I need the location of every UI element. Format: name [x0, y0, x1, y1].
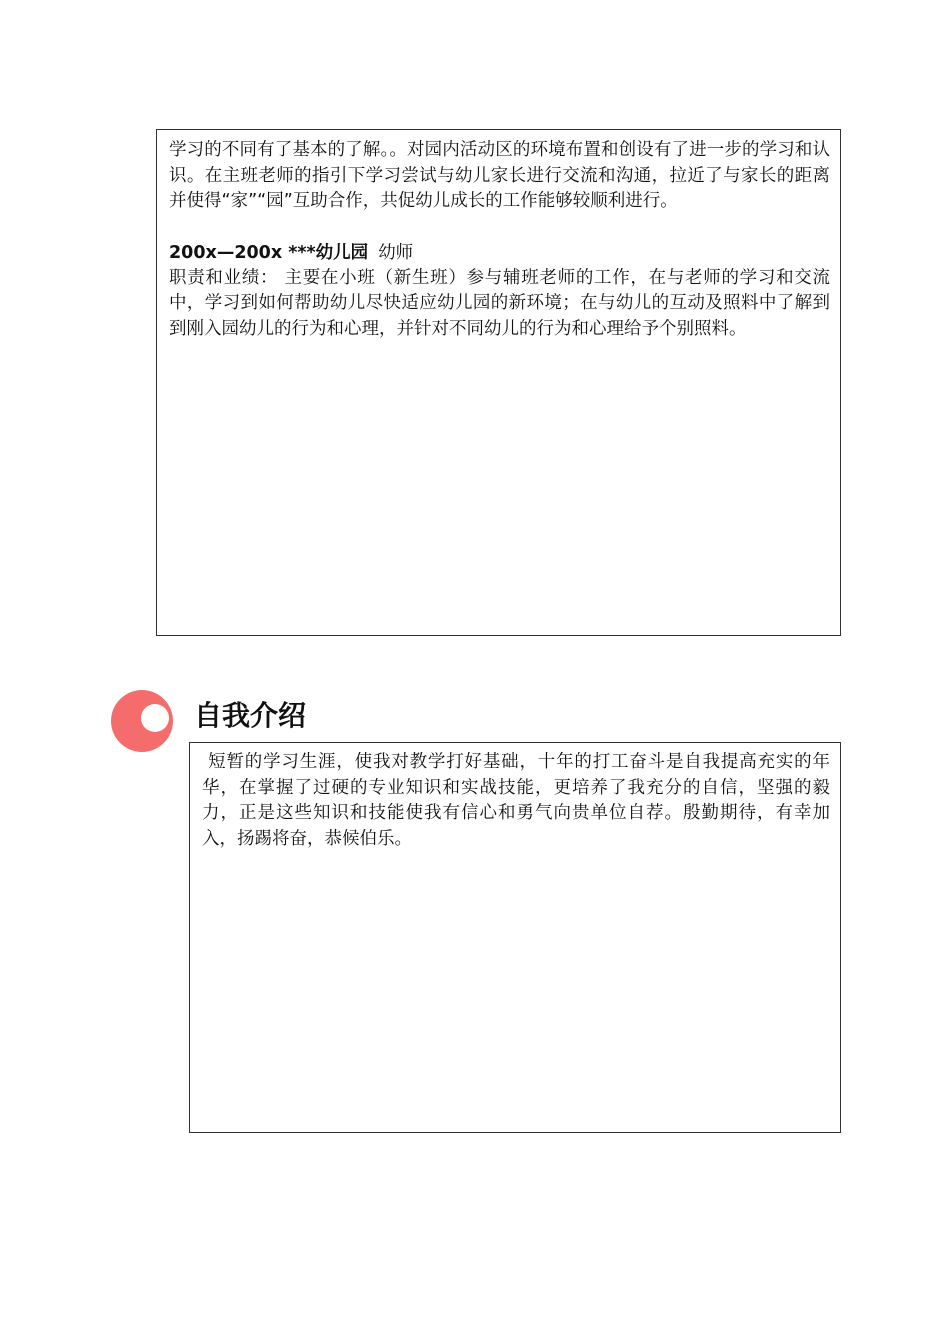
- section-title: 自我介绍: [194, 699, 307, 732]
- self-intro-box: [189, 742, 841, 1133]
- job-header: [169, 240, 830, 266]
- job-role: 幼师: [378, 242, 414, 263]
- job-duties: 职责和业绩： 主要在小班（新生班）参与辅班老师的工作，在与老师的学习和交流中，学习到如何帮助幼儿尽快适应幼儿园的新环境；在与幼儿的互动及照料中了解到到刚入园幼儿的行为和心理，并针对不同幼儿的行为和心理给予个别照料。: [169, 267, 830, 339]
- self-intro-text: 短暂的学习生涯，使我对教学打好基础，十年的打工奋斗是自我提高充实的年华，在掌握了过硬的专业知识和实战技能，更培养了我充分的自信，坚强的毅力，正是这些知识和技能使我有信心和勇气向贵单位自荐。殷勤期待，有幸加入，扬踢将奋，恭候伯乐。: [202, 752, 830, 849]
- section-bullet-icon: [111, 690, 173, 752]
- work-continued-text: 学习的不同有了基本的了解。。对园内活动区的环境布置和创设有了进一步的学习和认识。在主班老师的指引下学习尝试与幼儿家长进行交流和沟通，拉近了与家长的距离并使得“家”“园”互助合作，共促幼儿成长的工作能够较顺利进行。: [169, 140, 830, 211]
- job-period-org: 200x—200x ***幼儿园: [169, 242, 369, 263]
- spacer: [169, 215, 830, 240]
- section-bullet-inner: [141, 704, 169, 732]
- work-experience-box: [156, 129, 841, 636]
